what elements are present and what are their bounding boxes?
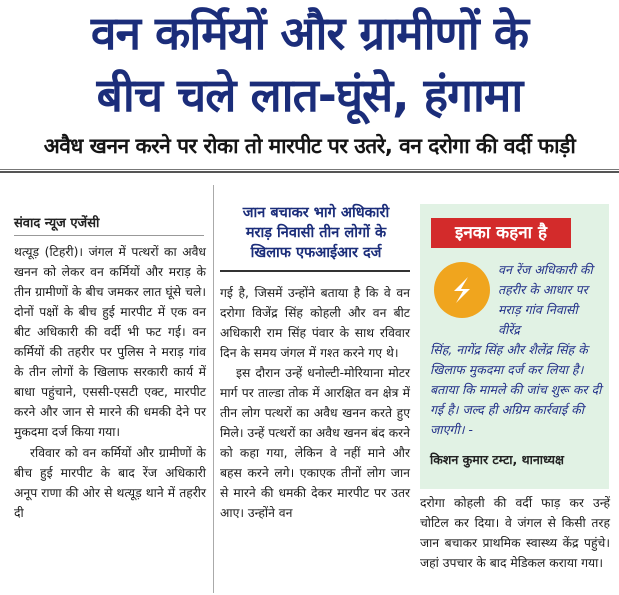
- sidebar-title: इनका कहना है: [431, 218, 571, 248]
- column-2-paragraph-2: इस दौरान उन्हें धनोल्टी-मोरियाना मोटर मार्ग पर ताल्डा तोक में आरक्षित वन क्षेत्र में तीन लोग पत्थरों का अवैध खनन करते हुए मिले। उन्हें पत्थरों का अवैध खनन बंद करने को कहा गया, लेकिन वे नहीं माने और बहस करने लगे। एकाएक तीनों लोग जान से मारने की धमकी देकर मारपीट पर उतर आए। उन्होंने वन: [220, 366, 410, 520]
- subheadline: अवैध खनन करने पर रोका तो मारपीट पर उतरे, वन दरोगा की वर्दी फाड़ी: [43, 134, 576, 158]
- headline-line-1: वन कर्मियों और ग्रामीणों के: [90, 6, 529, 60]
- column-1-paragraph-2: रविवार को वन कर्मियों और ग्रामीणों के बीच हुई मारपीट के बाद रेंज अधिकारी अनूप राणा की ओर से थत्यूड़ थाने में तहरीर दी: [14, 446, 206, 520]
- sidebar-attribution: किशन कुमार टम्टा, थानाध्यक्ष: [430, 452, 564, 467]
- byline: संवाद न्यूज एजेंसी: [14, 216, 100, 231]
- column-2: [220, 283, 410, 523]
- box-heading-line-3: खिलाफ एफआईआर दर्ज: [250, 245, 382, 261]
- sidebar-quote-part-1: वन रेंज अधिकारी की तहरीर के आधार पर मराड़ गांव निवासी वीरेंद्र: [498, 262, 593, 337]
- box-heading-line-2: मराड़ निवासी तीन लोगों के: [245, 225, 387, 241]
- column-3-paragraph: दरोगा कोहली की वर्दी फाड़ कर उन्हें चोटिल कर दिया। वे जंगल से किसी तरह जान बचाकर प्राथमिक स्वास्थ्य केंद्र पहुंचे। जहां उपचार के बाद मेडिकल कराया गया।: [420, 496, 610, 570]
- box-heading-line-1: जान बचाकर भागे अधिकारी: [242, 205, 390, 221]
- header-divider: [0, 169, 619, 170]
- column-2-paragraph-1: गई है, जिसमें उन्होंने बताया है कि वे वन दरोगा विजेंद्र सिंह कोहली और वन बीट अधिकारी राम सिंह पंवार के साथ रविवार दिन के समय जंगल में गश्त करने गए थे।: [220, 286, 410, 360]
- column-1: [14, 242, 206, 523]
- header-divider-thick: [0, 171, 619, 173]
- sidebar-quote-part-2: सिंह, नागेंद्र सिंह और शैलेंद्र सिंह के खिलाफ मुकदमा दर्ज कर लिया है। बताया कि मामले की जांच शुरू कर दी गई है। जल्द ही अग्रिम कार्रवाई की जाएगी। -: [430, 342, 602, 437]
- headline-line-2: बीच चले लात-घूंसे, हंगामा: [96, 68, 523, 122]
- logo-glyph: [434, 262, 490, 318]
- box-heading-underline: [220, 270, 410, 272]
- quote-sidebar: [420, 204, 609, 489]
- orange-s-logo-icon: [434, 262, 490, 318]
- column-divider-1: [213, 185, 214, 593]
- column-1-paragraph-1: थत्यूड़ (टिहरी)। जंगल में पत्थरों का अवैध खनन को लेकर वन कर्मियों और मराड़ के तीन ग्रामीणों के बीच जमकर लात घूंसे चले। दोनों पक्षों के बीच हुई मारपीट में एक वन बीट अधिकारी की वर्दी भी फट गई। वन कर्मियों की तहरीर पर पुलिस ने मराड़ गांव के तीन लोगों के खिलाफ सरकारी कार्य में बाधा पहुंचाने, एससी-एसटी एक्ट, मारपीट करने और जान से मारने की धमकी देने पर मुकदमा दर्ज किया गया।: [14, 245, 206, 439]
- byline-underline: [14, 235, 204, 236]
- box-heading: [222, 203, 410, 263]
- column-3-bottom: [420, 493, 610, 573]
